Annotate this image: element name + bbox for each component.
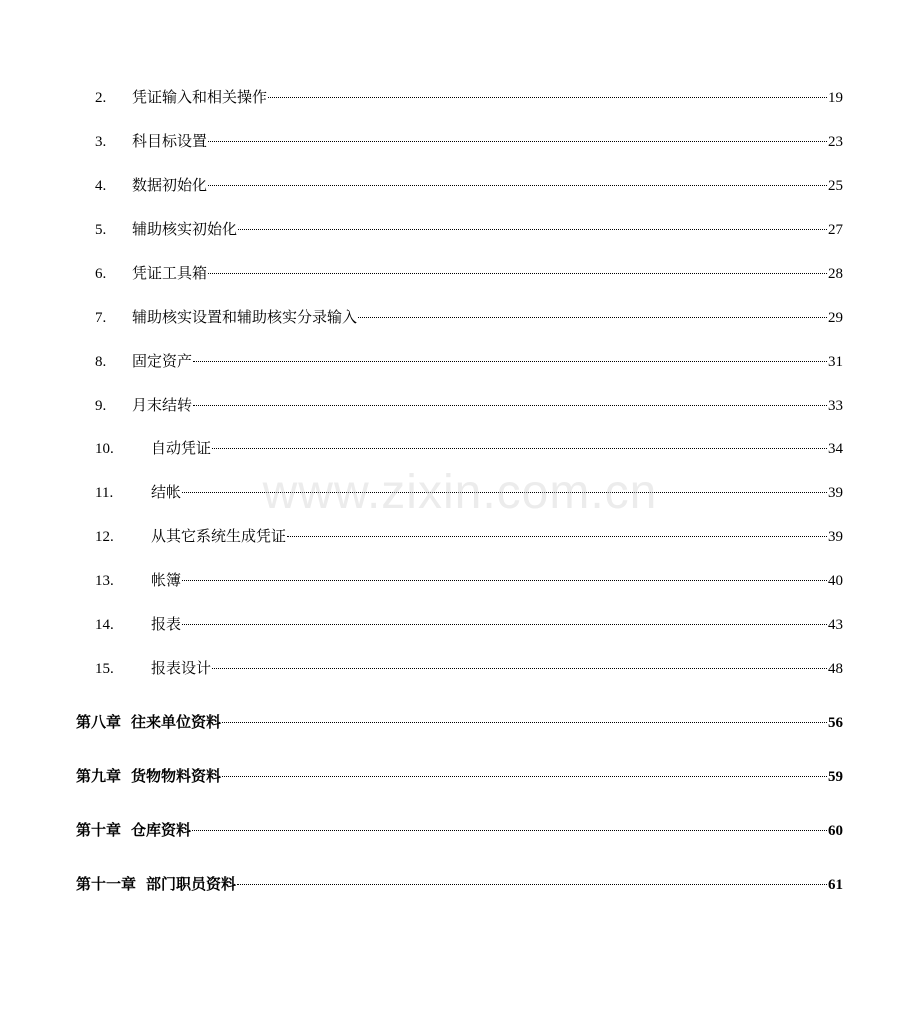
toc-entry-page: 31 — [828, 354, 843, 370]
toc-entry-number: 10. — [95, 441, 114, 457]
toc-entry-title: 自动凭证 — [151, 441, 212, 457]
toc-entry-page: 28 — [828, 266, 843, 282]
toc-entry-title: 凭证工具箱 — [132, 266, 208, 282]
toc-entry-page: 39 — [828, 485, 843, 501]
dot-leader — [287, 536, 827, 537]
toc-entry-title: 辅助核实设置和辅助核实分录输入 — [132, 310, 358, 326]
dot-leader — [208, 185, 827, 186]
toc-entry-number: 12. — [95, 529, 114, 545]
toc-entry-title: 从其它系统生成凭证 — [151, 529, 287, 545]
dot-leader — [193, 405, 827, 406]
toc-chapter-entry[interactable] — [0, 712, 920, 734]
toc-entry-number: 9. — [95, 398, 107, 414]
chapter-title: 仓库资料 — [131, 823, 192, 839]
toc-entry-title: 凭证输入和相关操作 — [132, 90, 268, 106]
dot-leader — [268, 97, 827, 98]
toc-entry[interactable] — [0, 438, 920, 460]
chapter-page: 60 — [828, 823, 843, 839]
dot-leader — [193, 361, 827, 362]
chapter-label: 第十一章 — [76, 877, 137, 893]
chapter-page: 56 — [828, 715, 843, 731]
chapter-page: 59 — [828, 769, 843, 785]
toc-entry-title: 报表设计 — [151, 661, 212, 677]
toc-entry-page: 48 — [828, 661, 843, 677]
toc-entry-title: 月末结转 — [132, 398, 193, 414]
toc-entry[interactable] — [0, 658, 920, 680]
toc-entry-page: 40 — [828, 573, 843, 589]
dot-leader — [208, 141, 827, 142]
toc-entry-page: 34 — [828, 441, 843, 457]
toc-entry[interactable] — [0, 614, 920, 636]
chapter-label: 第八章 — [76, 715, 122, 731]
toc-entry-page: 39 — [828, 529, 843, 545]
toc-entry-number: 5. — [95, 222, 107, 238]
dot-leader — [358, 317, 827, 318]
dot-leader — [212, 448, 827, 449]
toc-entry-page: 43 — [828, 617, 843, 633]
toc-entry-title: 辅助核实初始化 — [132, 222, 238, 238]
toc-entry-title: 科目标设置 — [132, 134, 208, 150]
chapter-page: 61 — [828, 877, 843, 893]
toc-entry-title: 固定资产 — [132, 354, 193, 370]
toc-entry-page: 23 — [828, 134, 843, 150]
chapter-title: 货物物料资料 — [131, 769, 222, 785]
dot-leader — [182, 624, 827, 625]
toc-entry-title: 报表 — [151, 617, 182, 633]
toc-entry-page: 19 — [828, 90, 843, 106]
toc-entry[interactable] — [0, 351, 920, 373]
toc-entry[interactable] — [0, 131, 920, 153]
toc-entry-number: 4. — [95, 178, 107, 194]
toc-entry-page: 29 — [828, 310, 843, 326]
dot-leader — [237, 884, 827, 885]
toc-entry-number: 13. — [95, 573, 114, 589]
toc-entry-number: 15. — [95, 661, 114, 677]
toc-entry-page: 25 — [828, 178, 843, 194]
toc-chapter-entry[interactable] — [0, 766, 920, 788]
toc-entry-number: 11. — [95, 485, 114, 501]
toc-entry[interactable] — [0, 482, 920, 504]
toc-entry[interactable] — [0, 87, 920, 109]
dot-leader — [192, 830, 827, 831]
dot-leader — [182, 492, 827, 493]
toc-entry-title: 帐簿 — [151, 573, 182, 589]
toc-entry-number: 7. — [95, 310, 107, 326]
toc-entry[interactable] — [0, 263, 920, 285]
toc-entry[interactable] — [0, 395, 920, 417]
dot-leader — [182, 580, 827, 581]
toc-entry-number: 14. — [95, 617, 114, 633]
chapter-label: 第九章 — [76, 769, 122, 785]
watermark: www.zixin.com.cn — [262, 466, 658, 519]
toc-entry-number: 8. — [95, 354, 107, 370]
toc-entry[interactable] — [0, 570, 920, 592]
toc-chapter-entry[interactable] — [0, 874, 920, 896]
toc-entry-title: 数据初始化 — [132, 178, 208, 194]
dot-leader — [222, 776, 827, 777]
dot-leader — [208, 273, 827, 274]
dot-leader — [212, 668, 827, 669]
toc-chapter-entry[interactable] — [0, 820, 920, 842]
chapter-title: 往来单位资料 — [131, 715, 222, 731]
toc-entry[interactable] — [0, 219, 920, 241]
toc-entry-page: 27 — [828, 222, 843, 238]
toc-entry[interactable] — [0, 526, 920, 548]
toc-entry-page: 33 — [828, 398, 843, 414]
chapter-label: 第十章 — [76, 823, 122, 839]
toc-entry-number: 3. — [95, 134, 107, 150]
toc-entry-number: 6. — [95, 266, 107, 282]
dot-leader — [222, 722, 827, 723]
toc-entry[interactable] — [0, 175, 920, 197]
toc-entry-number: 2. — [95, 90, 107, 106]
chapter-title: 部门职员资料 — [146, 877, 237, 893]
dot-leader — [238, 229, 827, 230]
toc-entry-title: 结帐 — [151, 485, 182, 501]
toc-entry[interactable] — [0, 307, 920, 329]
